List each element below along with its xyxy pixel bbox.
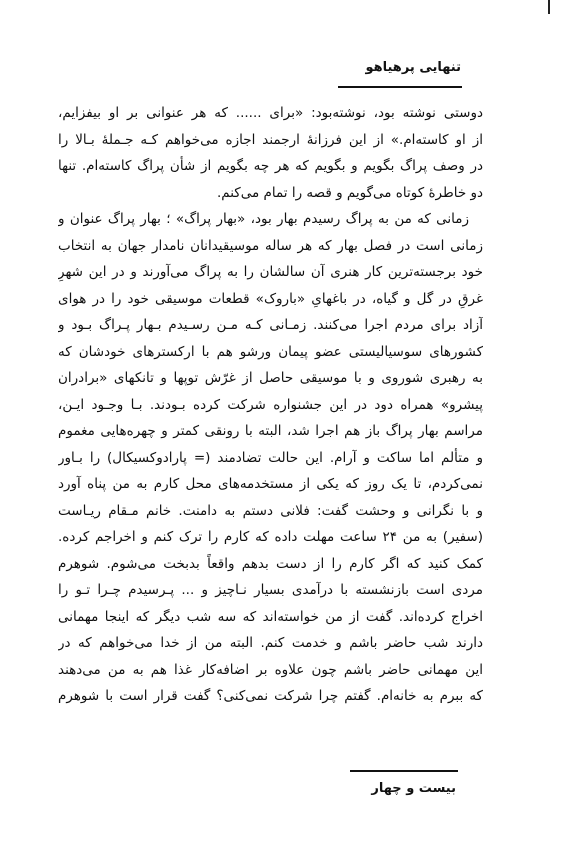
running-header-title: تنهایی پرهیاهو: [365, 60, 461, 75]
text-line: نمی‌کردم، تا یک روز که یکی از مستخدمه‌های محل کارم به من پناه آورد: [58, 476, 483, 492]
text-line: از او کاسته‌ام.» از این فرزانهٔ ارجمند اجازه می‌خواهم کـه جـملهٔ بـالا را: [58, 131, 483, 148]
text-line: کشورهای سوسیالیستی عضو پیمان ورشو هم با ارکسترهای خودشان که: [58, 343, 483, 360]
text-line: خود برجسته‌ترین کار هنری آن سالشان را به پراگ می‌آورند و در این شهرِ: [58, 264, 483, 280]
text-line: مراسم بهار پراگ باز هم اجرا شد، البته با رونقی کمتر و چهره‌هایی مغموم: [58, 423, 483, 439]
text-line: غرقِ در گل و گیاه، در باغهایِ «باروک» قطعات موسیقی خود را در هوای: [58, 290, 483, 307]
text-line: پیشرو» همراه دود در این جشنواره شرکت کرده بـودند. بـا وجـود ایـن،: [58, 396, 483, 413]
text-line: دارند شب حاضر باشم و خدمت کنم. البته من از خدا می‌خواهم که در: [58, 635, 483, 651]
text-line: (سفیر) به من ۲۴ ساعت مهلت داده که کارم را ترک کنم و اخراجم کرده.: [58, 529, 483, 545]
text-line: و با نگرانی و وحشت گفت: فلانی دستم به دامنت. خانم مـقام ریـاست: [58, 502, 483, 519]
text-line: زمانی است در فصل بهار که هر ساله موسیقیدانان نامدار جهان به انتخاب: [58, 237, 483, 254]
page-edge-mark: [548, 0, 550, 14]
text-line: به رهبری شوروی و با موسیقی حاصل از غرّش توپها و تانکهای «برادران: [58, 370, 483, 386]
text-line: دوستی نوشته بود، نوشته‌بود: «برای ...... که هر عنوانی بر او بیفزایم،: [58, 105, 483, 121]
text-line: و متألم اما ساکت و آرام. این حالت تضادمند (= پارادوکسیکال) را بـاور: [58, 449, 483, 466]
paragraph-1: [58, 100, 483, 206]
text-line: این مهمانی حاضر باشم چون علاوه بر اضافه‌کار غذا هم به من می‌دهند: [58, 661, 483, 678]
text-line: که ببرم به خانه‌ام. گفتم چرا شرکت نمی‌کنی؟ گفت قرار است با شوهرم: [58, 688, 483, 704]
text-line: در وصف پراگ بگویم و بگویم که هر چه بگویم از شأن پراگ کاسته‌ام. تنها: [58, 158, 483, 174]
text-line: اخراج کرده‌اند. گفت از من خواسته‌اند که سه شب دیگر که اینجا مهمانی: [58, 608, 483, 625]
text-line: مردی است بازنشسته با درآمدی بسیار نـاچیز و ... پـرسیدم چـرا تـو را: [58, 582, 483, 598]
text-line: زمانی که من به پراگ رسیدم بهار بود، «بهار پراگ» ؛ بهار پراگ عنوان و: [58, 211, 469, 227]
body-text: [58, 100, 483, 710]
text-line: آزاد برای مردم اجرا می‌کنند. زمـانی کـه مـن رسـیدم بـهار پـراگ بـود و: [58, 317, 483, 333]
footer-rule: [350, 770, 458, 772]
header-rule: [338, 86, 462, 88]
text-line: دو خاطرهٔ کوتاه می‌گویم و قصه را تمام می‌کنم.: [216, 184, 483, 201]
paragraph-2: [58, 206, 483, 710]
page-number: بیست و چهار: [371, 781, 456, 796]
text-line: کمک کنید که اگر کارم را از دست بدهم واقعاً بدبخت می‌شوم. شوهرم: [58, 555, 483, 572]
